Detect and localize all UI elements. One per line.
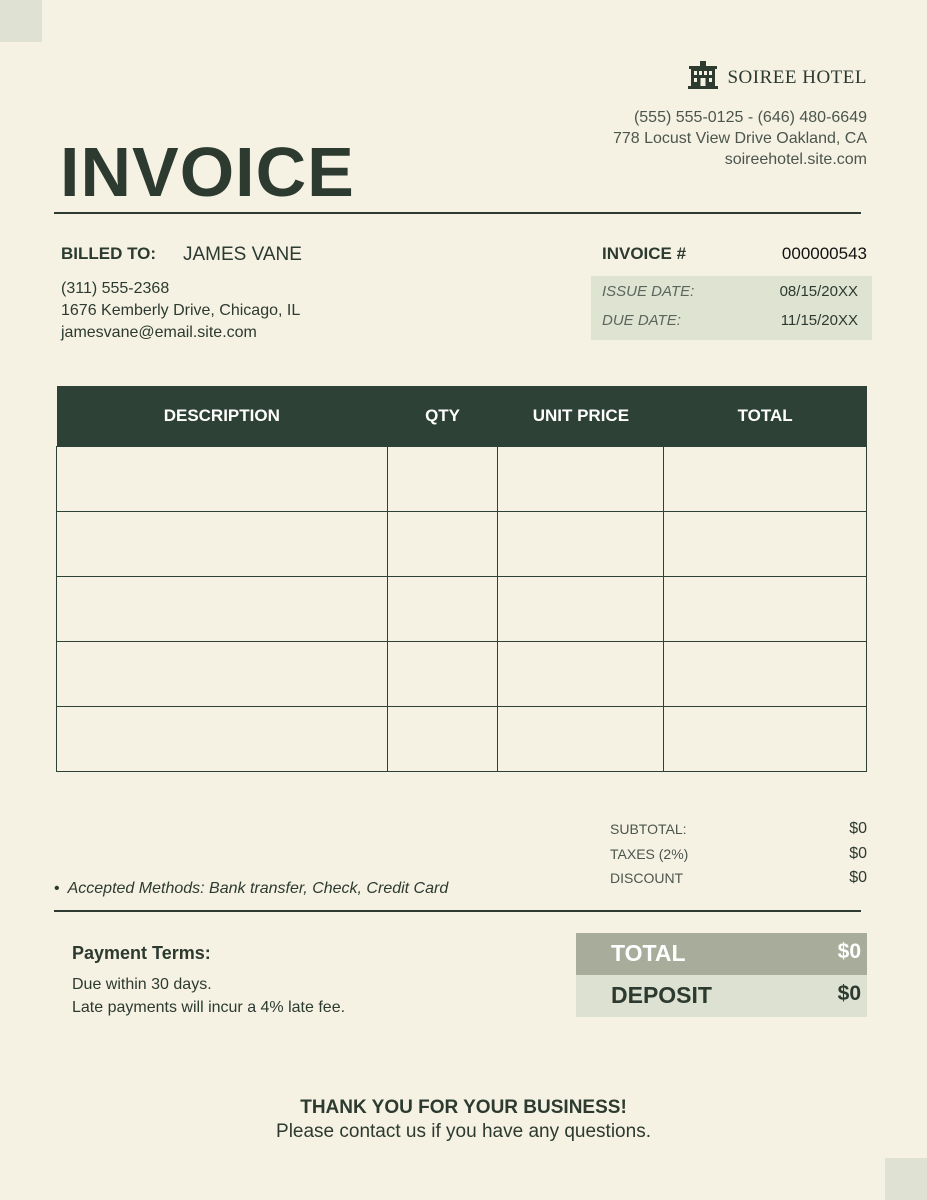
issue-date-value: 08/15/20XX [779, 283, 858, 300]
cell-total [664, 707, 867, 772]
billed-to-phone: (311) 555-2368 [61, 280, 170, 297]
table-row [57, 577, 867, 642]
taxes-value: $0 [849, 845, 867, 862]
hotel-website: soireehotel.site.com [724, 151, 867, 168]
cell-unit-price [498, 642, 664, 707]
deposit-value: $0 [837, 982, 861, 1005]
invoice-number: 000000543 [781, 244, 867, 263]
billed-to-details [61, 278, 300, 344]
taxes-label: TAXES (2%) [610, 846, 689, 862]
hotel-building-icon [687, 60, 719, 95]
due-date-label: DUE DATE: [602, 312, 681, 329]
subtotal-value: $0 [849, 820, 867, 837]
cell-description [57, 707, 388, 772]
column-header-total: TOTAL [664, 386, 867, 447]
page-title: INVOICE [60, 133, 355, 211]
cell-qty [387, 512, 498, 577]
payment-terms-line-1: Due within 30 days. [72, 976, 212, 993]
billed-to-label: BILLED TO: [61, 244, 157, 263]
payment-terms-title: Payment Terms: [72, 943, 211, 963]
discount-label: DISCOUNT [610, 870, 684, 886]
corner-decoration-top-left [0, 0, 42, 42]
issue-date-label: ISSUE DATE: [602, 283, 695, 300]
billed-to-email: jamesvane@email.site.com [61, 324, 257, 341]
cell-description [57, 642, 388, 707]
issue-date-row [602, 283, 858, 300]
accepted-methods [54, 880, 448, 898]
cell-description [57, 512, 388, 577]
payment-terms-line-2: Late payments will incur a 4% late fee. [72, 999, 346, 1016]
bullet-icon: • [54, 880, 60, 897]
column-header-qty: QTY [387, 386, 498, 447]
total-label: TOTAL [611, 940, 686, 966]
due-date-value: 11/15/20XX [780, 312, 858, 329]
accepted-methods-text: Accepted Methods: Bank transfer, Check, Credit Card [67, 880, 449, 897]
billed-to-address: 1676 Kemberly Drive, Chicago, IL [61, 302, 301, 319]
cell-total [664, 577, 867, 642]
corner-decoration-bottom-right [885, 1158, 927, 1200]
summary-divider [54, 910, 861, 912]
cell-description [57, 577, 388, 642]
discount-value: $0 [849, 869, 867, 886]
cell-total [664, 642, 867, 707]
cell-unit-price [498, 447, 664, 512]
line-items-table [56, 386, 867, 772]
table-row [57, 512, 867, 577]
cell-total [664, 512, 867, 577]
header-divider [54, 212, 861, 214]
cell-qty [387, 707, 498, 772]
subtotal-label: SUBTOTAL: [610, 821, 687, 837]
deposit-box [576, 975, 867, 1017]
invoice-dates-box [591, 276, 872, 340]
invoice-number-label: INVOICE # [602, 244, 687, 263]
table-row [57, 447, 867, 512]
cell-total [664, 447, 867, 512]
column-header-description: DESCRIPTION [57, 386, 388, 447]
hotel-address: 778 Locust View Drive Oakland, CA [612, 130, 867, 147]
deposit-label: DEPOSIT [611, 982, 712, 1008]
billed-to-name: JAMES VANE [183, 244, 302, 265]
total-box [576, 933, 867, 975]
total-value: $0 [837, 940, 861, 963]
cell-unit-price [498, 512, 664, 577]
table-row [57, 642, 867, 707]
table-row [57, 707, 867, 772]
hotel-contact-block [613, 107, 867, 170]
cell-qty [387, 642, 498, 707]
due-date-row [602, 312, 858, 329]
thank-you-message: THANK YOU FOR YOUR BUSINESS! [300, 1097, 627, 1118]
cell-unit-price [498, 707, 664, 772]
hotel-name: SOIREE HOTEL [727, 66, 867, 88]
hotel-brand [687, 60, 867, 95]
contact-message: Please contact us if you have any questions. [276, 1121, 651, 1142]
table-header-row [57, 386, 867, 447]
cell-qty [387, 447, 498, 512]
hotel-phones: (555) 555-0125 - (646) 480-6649 [633, 109, 867, 126]
cell-description [57, 447, 388, 512]
cell-qty [387, 577, 498, 642]
payment-terms-text [72, 973, 345, 1019]
column-header-unit-price: UNIT PRICE [498, 386, 664, 447]
cell-unit-price [498, 577, 664, 642]
